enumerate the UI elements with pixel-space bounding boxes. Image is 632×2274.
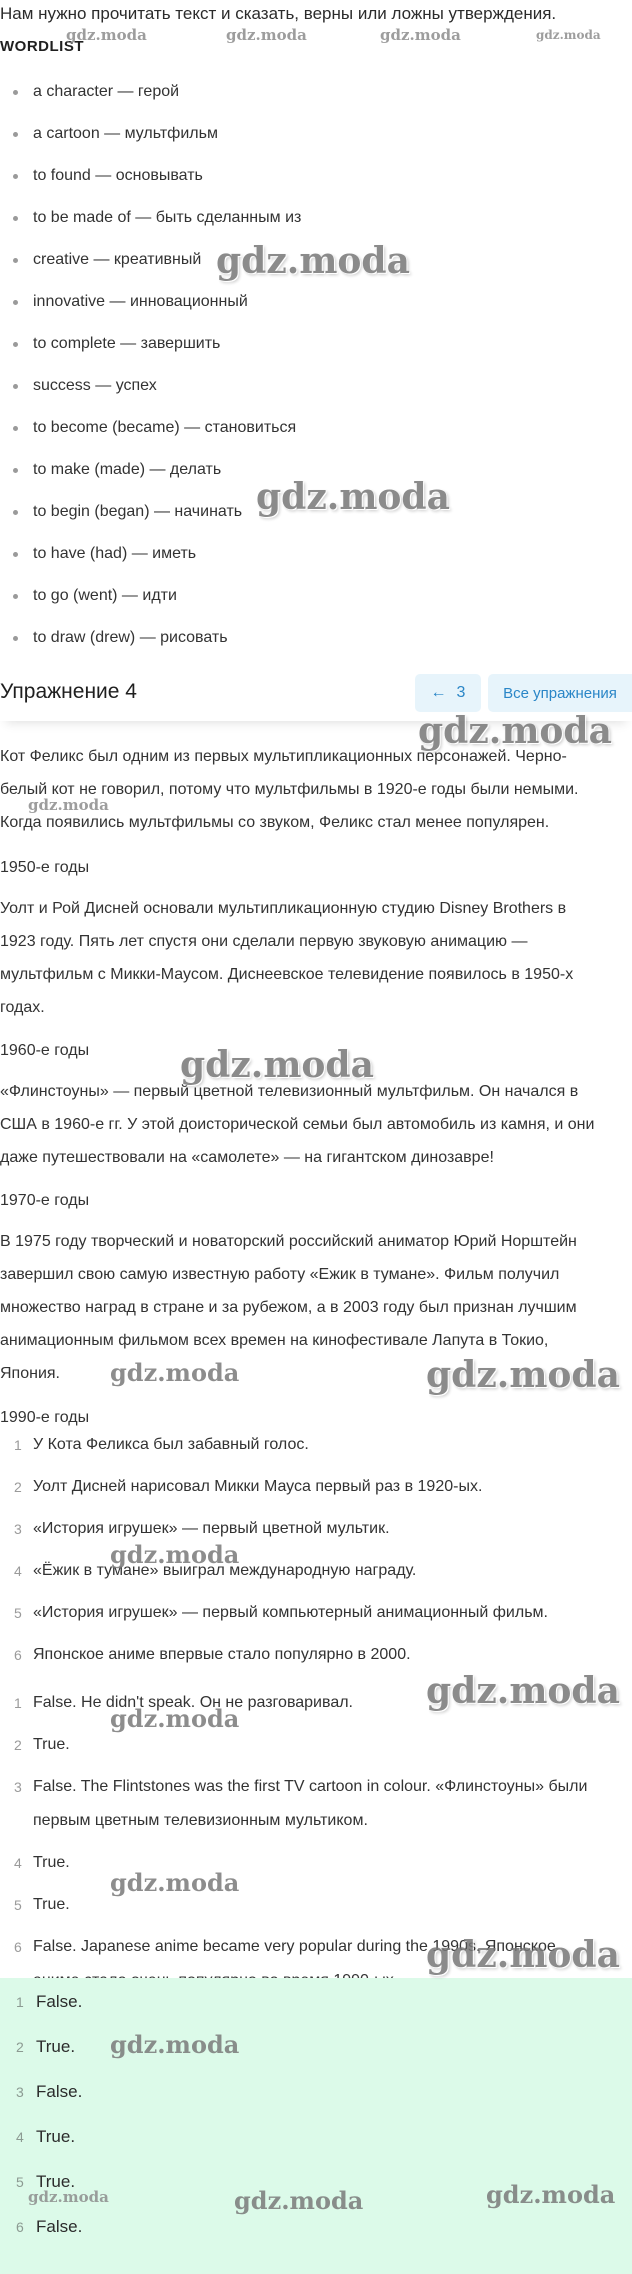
task-description: Нам нужно прочитать текст и сказать, верны или ложны утверждения. [0, 4, 557, 23]
translation-paragraph [0, 740, 632, 839]
watermark: gdz.moda [28, 2188, 109, 2206]
watermark: gdz.moda [426, 1934, 620, 1976]
watermark: gdz.moda [110, 1704, 240, 1733]
item-number: 2 [16, 2039, 24, 2055]
answer-text: первым цветным телевизионным мультиком. [33, 1812, 368, 1829]
wordlist-item: to complete — завершить [0, 334, 301, 376]
list-item [0, 1645, 548, 1687]
wordlist-item: to found — основывать [0, 166, 301, 208]
wordlist-item: to be made of — быть сделанным из [0, 208, 301, 250]
item-number: 4 [14, 1563, 22, 1579]
short-answer: False. [36, 1992, 83, 2011]
statement-text: «История игрушек» — первый цветной мультик. [33, 1520, 390, 1537]
wordlist-item: to go (went) — идти [0, 586, 301, 628]
item-number: 6 [14, 1647, 22, 1663]
text-line: Когда появились мультфильмы со звуком, Феликс стал менее популярен. [0, 814, 550, 831]
statement-text: У Кота Феликса был забавный голос. [33, 1436, 309, 1453]
item-number: 1 [14, 1437, 22, 1453]
short-answer: False. [36, 2082, 83, 2101]
wordlist-item: to have (had) — иметь [0, 544, 301, 586]
translation-paragraph [0, 1075, 632, 1174]
text-line: мультфильм с Микки-Маусом. Диснеевское телевидение появилось в 1950-х [0, 966, 574, 983]
item-number: 5 [14, 1897, 22, 1913]
item-number: 4 [14, 1855, 22, 1871]
short-answer: True. [36, 2037, 76, 2056]
statement-text: «История игрушек» — первый компьютерный анимационный фильм. [33, 1604, 548, 1621]
item-number: 2 [14, 1479, 22, 1495]
list-item [0, 1888, 620, 1930]
statements-list [0, 1435, 548, 1687]
list-item [0, 2158, 82, 2203]
wordlist-item: innovative — инновационный [0, 292, 301, 334]
arrow-left-icon: ← [430, 684, 447, 701]
item-number: 6 [16, 2219, 24, 2235]
wordlist-item: to make (made) — делать [0, 460, 301, 502]
item-number: 3 [14, 1521, 22, 1537]
exercise-nav-bar [0, 667, 632, 721]
watermark: gdz.moda [418, 710, 612, 752]
item-number: 5 [16, 2174, 24, 2190]
list-item [0, 1978, 82, 2023]
item-number: 4 [16, 2129, 24, 2145]
text-line: Кот Феликс был одним из первых мультипликационных персонажей. Черно- [0, 748, 567, 765]
decade-heading: 1950-е годы [0, 859, 90, 876]
wordlist [0, 82, 301, 670]
list-item [0, 1728, 620, 1770]
watermark: gdz.moda [216, 240, 410, 282]
statement-text: Японское аниме впервые стало популярно в 2000. [33, 1646, 411, 1663]
decade-heading: 1990-е годы [0, 1409, 90, 1426]
short-answers-panel [0, 1978, 632, 2274]
answer-text: True. [33, 1896, 70, 1913]
translation-paragraph [0, 892, 632, 1024]
previous-exercise-label: 3 [456, 684, 466, 701]
list-item [0, 2203, 82, 2248]
answer-text: True. [33, 1854, 70, 1871]
watermark: gdz.moda [28, 796, 109, 814]
list-item [0, 1477, 548, 1519]
short-answer: False. [36, 2217, 83, 2236]
all-exercises-button[interactable]: Все упражнения [488, 674, 632, 712]
decade-heading: 1960-е годы [0, 1042, 90, 1059]
answer-text: True. [33, 1736, 70, 1753]
item-number: 3 [16, 2084, 24, 2100]
watermark: gdz.moda [180, 1044, 374, 1086]
watermark: gdz.moda [234, 2186, 364, 2215]
answer-text: False. The Flintstones was the first TV cartoon in colour. «Флинстоуны» были [33, 1778, 588, 1795]
list-item [0, 1846, 620, 1888]
wordlist-item: creative — креативный [0, 250, 301, 292]
text-line: множество наград в стране и за рубежом, а в 2003 году был признан лучшим [0, 1299, 577, 1316]
answer-text: False. Japanese anime became very popular during the 1990s. Японское [33, 1938, 556, 1955]
text-line: Уолт и Рой Дисней основали мультипликационную студию Disney Brothers в [0, 900, 567, 917]
watermark: gdz.moda [486, 2180, 616, 2209]
wordlist-item: to draw (drew) — рисовать [0, 628, 301, 670]
answers-list [0, 1686, 620, 2000]
watermark: gdz.moda [426, 1670, 620, 1712]
answer-text: False. He didn't speak. Он не разговаривал. [33, 1694, 353, 1711]
list-item [0, 1435, 548, 1477]
text-line: Япония. [0, 1365, 60, 1382]
decade-heading: 1970-е годы [0, 1192, 90, 1209]
wordlist-item: success — успех [0, 376, 301, 418]
text-line: анимационным фильмом всех времен на кинофестивале Лапута в Токио, [0, 1332, 549, 1349]
short-answer: True. [36, 2127, 76, 2146]
text-line: США в 1960-е гг. У этой доисторической семьи был автомобиль из камня, и они [0, 1116, 595, 1133]
wordlist-item: a cartoon — мультфильм [0, 124, 301, 166]
statement-text: «Ёжик в тумане» выиграл международную награду. [33, 1562, 417, 1579]
previous-exercise-button[interactable] [415, 674, 481, 712]
item-number: 2 [14, 1737, 22, 1753]
text-line: «Флинстоуны» — первый цветной телевизионный мультфильм. Он начался в [0, 1083, 579, 1100]
text-line: В 1975 году творческий и новаторский российский аниматор Юрий Норштейн [0, 1233, 577, 1250]
text-line: 1923 году. Пять лет спустя они сделали первую звуковую анимацию — [0, 933, 528, 950]
item-number: 6 [14, 1939, 22, 1955]
text-line: белый кот не говорил, потому что мультфильмы в 1920-е годы были немыми. [0, 781, 579, 798]
translation-paragraph [0, 1225, 632, 1390]
watermark: gdz.moda [110, 1358, 240, 1387]
list-item [0, 2023, 82, 2068]
watermark: gdz.moda [66, 26, 147, 44]
text-line: годах. [0, 999, 45, 1016]
item-number: 5 [14, 1605, 22, 1621]
wordlist-item: to begin (began) — начинать [0, 502, 301, 544]
watermark: gdz.moda [110, 2030, 240, 2059]
list-item [0, 1770, 620, 1846]
wordlist-item: a character — герой [0, 82, 301, 124]
item-number: 1 [16, 1994, 24, 2010]
list-item [0, 1603, 548, 1645]
statement-text: Уолт Дисней нарисовал Микки Мауса первый раз в 1920-ых. [33, 1478, 483, 1495]
watermark: gdz.moda [110, 1868, 240, 1897]
item-number: 1 [14, 1695, 22, 1711]
list-item [0, 1519, 548, 1561]
wordlist-heading: WORDLIST [0, 38, 84, 55]
watermark: gdz.moda [380, 26, 461, 44]
list-item [0, 2113, 82, 2158]
list-item [0, 1561, 548, 1603]
short-answers-list [0, 1978, 82, 2248]
wordlist-item: to become (became) — становиться [0, 418, 301, 460]
list-item [0, 2068, 82, 2113]
text-line: даже путешествовали на «самолете» — на гигантском динозавре! [0, 1149, 494, 1166]
watermark: gdz.moda [426, 1354, 620, 1396]
list-item [0, 1686, 620, 1728]
text-line: завершил свою самую известную работу «Ежик в тумане». Фильм получил [0, 1266, 560, 1283]
short-answer: True. [36, 2172, 76, 2191]
exercise-title: Упражнение 4 [0, 680, 137, 703]
watermark: gdz.moda [256, 476, 450, 518]
item-number: 3 [14, 1779, 22, 1795]
watermark: gdz.moda [536, 28, 601, 42]
watermark: gdz.moda [110, 1540, 240, 1569]
watermark: gdz.moda [226, 26, 307, 44]
